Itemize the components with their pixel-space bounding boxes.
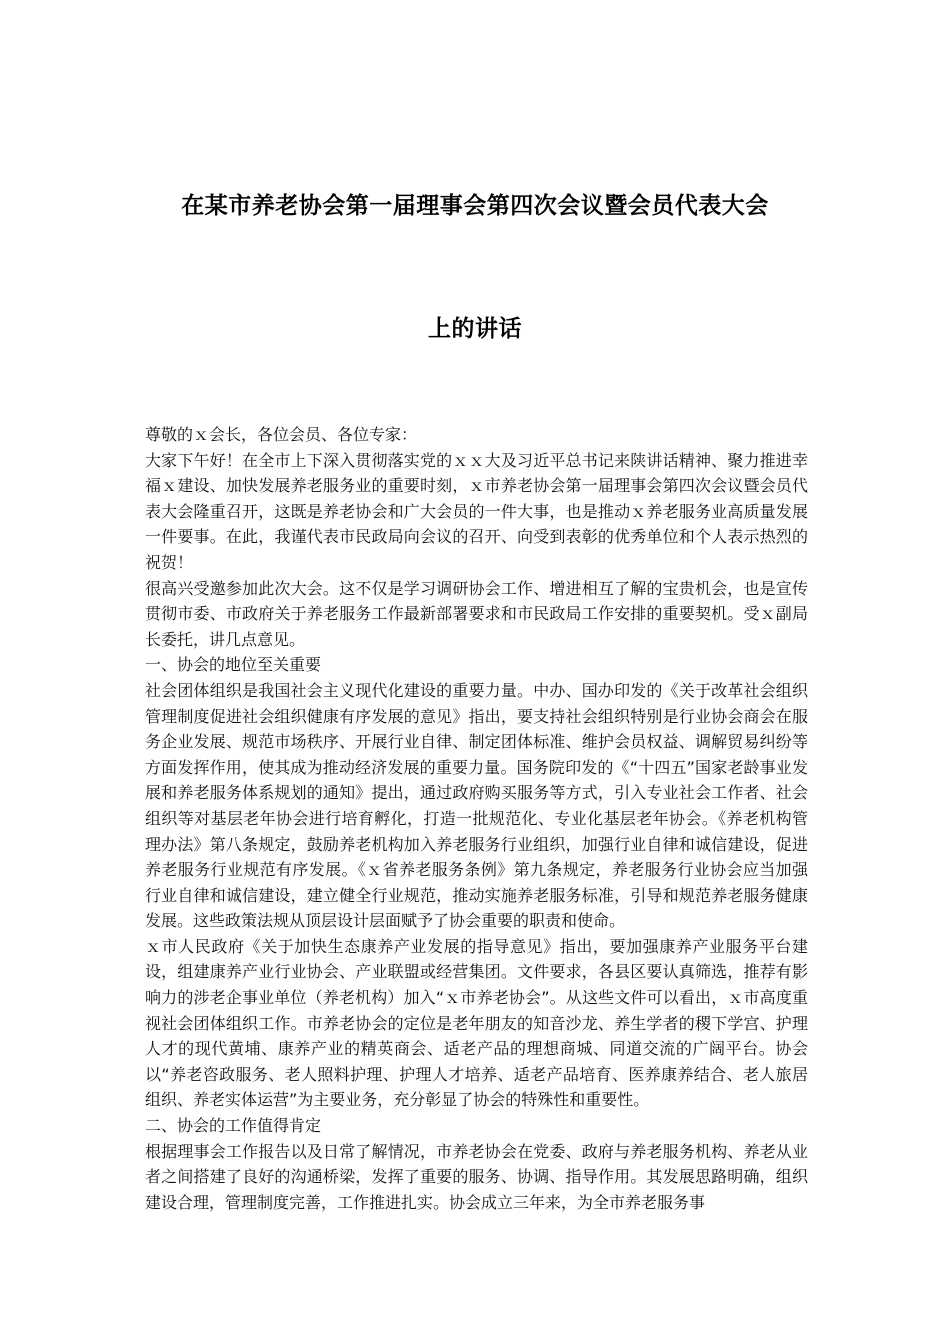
document-title-line-1: 在某市养老协会第一届理事会第四次会议暨会员代表大会 [181, 193, 769, 219]
document-body [145, 422, 808, 1215]
document-title-line-2: 上的讲话 [428, 316, 522, 342]
salutation-paragraph: 尊敬的ｘ会长，各位会员、各位专家： [145, 425, 418, 444]
section-heading: 二、协会的工作值得肯定 [145, 1116, 322, 1136]
section-heading: 一、协会的地位至关重要 [145, 655, 322, 675]
body-paragraph: ｘ市人民政府《关于加快生态康养产业发展的指导意见》指出，要加强康养产业服务平台建设，组建康养产业行业协会、产业联盟或经营集团。文件要求，各县区要认真筛选，推荐有影响力的涉老企事业单位（养老机构）加入“ｘ市养老协会”。从这些文件可以看出，ｘ市高度重视社会团体组织工作。市养老协会的定位是老年朋友的知音沙龙、养生学者的稷下学宫、护理人才的现代黄埔、康养产业的精英商会、适老产品的理想商城、同道交流的广阔平台。协会以“养老咨政服务、老人照料护理、护理人才培养、适老产品培育、医养康养结合、老人旅居组织、养老实体运营”为主要业务，充分彰显了协会的特殊性和重要性。 [145, 936, 808, 1110]
body-paragraph: 大家下午好！在全市上下深入贯彻落实党的ｘｘ大及习近平总书记来陕讲话精神、聚力推进幸福ｘ建设、加快发展养老服务业的重要时刻，ｘ市养老协会第一届理事会第四次会议暨会员代表大会隆重召开，这既是养老协会和广大会员的一件大事，也是推动ｘ养老服务业高质量发展一件要事。在此，我谨代表市民政局向会议的召开、向受到表彰的优秀单位和个人表示热烈的祝贺！ [145, 450, 808, 572]
body-paragraph: 根据理事会工作报告以及日常了解情况，市养老协会在党委、政府与养老服务机构、养老从业者之间搭建了良好的沟通桥梁，发挥了重要的服务、协调、指导作用。其发展思路明确，组织建设合理，管理制度完善，工作推进扎实。协会成立三年来，为全市养老服务事 [145, 1141, 808, 1212]
body-paragraph: 社会团体组织是我国社会主义现代化建设的重要力量。中办、国办印发的《关于改革社会组织管理制度促进社会组织健康有序发展的意见》指出，要支持社会组织特别是行业协会商会在服务企业发展、规范市场秩序、开展行业自律、制定团体标准、维护会员权益、调解贸易纠纷等方面发挥作用，使其成为推动经济发展的重要力量。国务院印发的《“十四五”国家老龄事业发展和养老服务体系规划的通知》提出，通过政府购买服务等方式，引入专业社会工作者、社会组织等对基层老年协会进行培育孵化，打造一批规范化、专业化基层老年协会。《养老机构管理办法》第八条规定，鼓励养老机构加入养老服务行业组织，加强行业自律和诚信建设，促进养老服务行业规范有序发展。《ｘ省养老服务条例》第九条规定，养老服务行业协会应当加强行业自律和诚信建设，建立健全行业规范，推动实施养老服务标准，引导和规范养老服务健康发展。这些政策法规从顶层设计层面赋予了协会重要的职责和使命。 [145, 680, 808, 931]
body-paragraph: 很高兴受邀参加此次大会。这不仅是学习调研协会工作、增进相互了解的宝贵机会，也是宣传贯彻市委、市政府关于养老服务工作最新部署要求和市民政局工作安排的重要契机。受ｘ副局长委托，讲几点意见。 [145, 578, 808, 649]
